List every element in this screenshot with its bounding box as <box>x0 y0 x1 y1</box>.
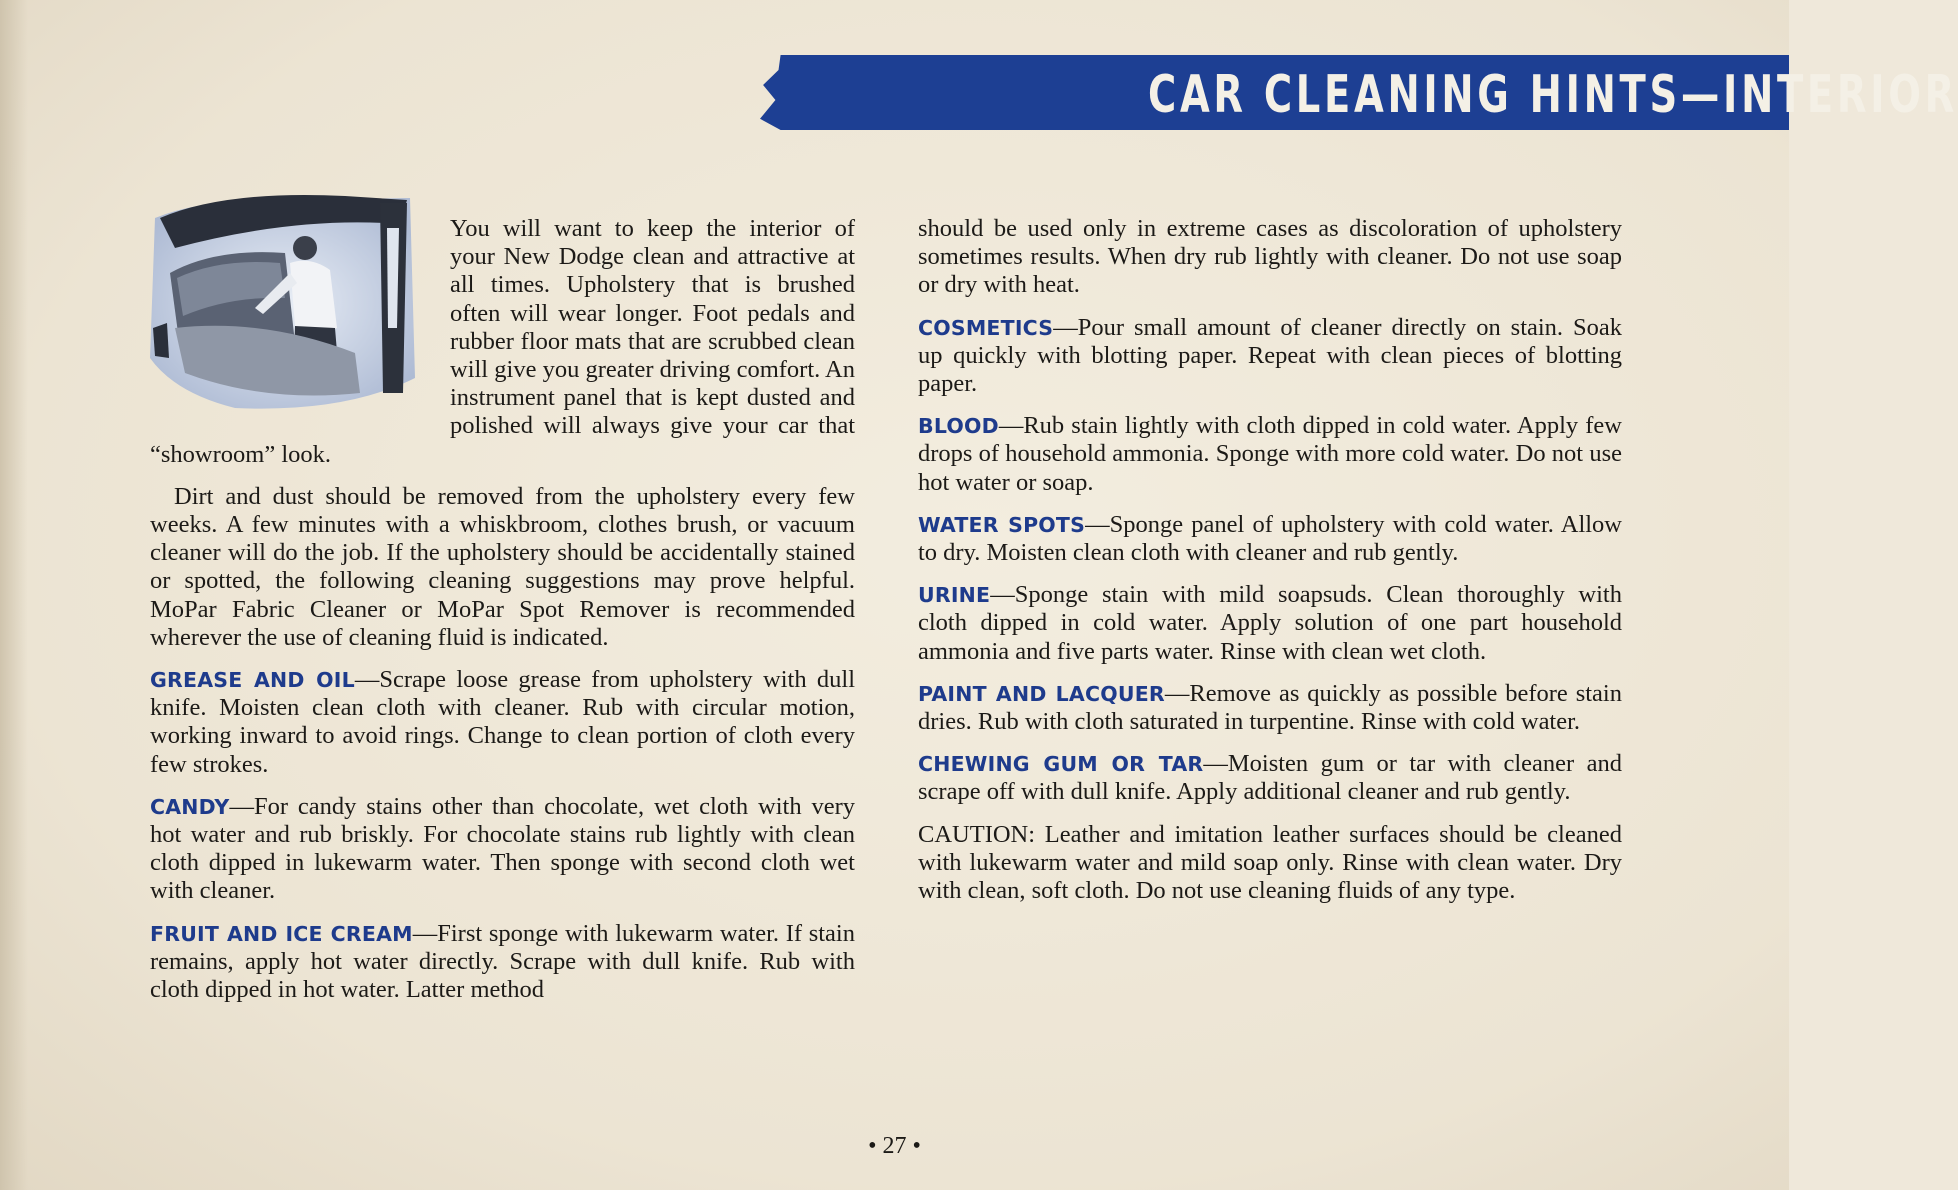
left-column <box>150 215 855 1018</box>
hint-heading: BLOOD <box>918 414 999 439</box>
hint-text: —Sponge panel of upholstery with cold water. Allow to dry. Moisten clean cloth with cleaner and rub gently. <box>918 510 1622 567</box>
hint-paint-and-lacquer <box>918 680 1622 736</box>
body-paragraph: Dirt and dust should be removed from the upholstery every few weeks. A few minutes with a whiskbroom, clothes brush, or vacuum cleaner will do the job. If the upholstery should be accidentally stained or spotted, the following cleaning suggestions may prove helpful. MoPar Fabric Cleaner or MoPar Spot Remover is recommended wherever the use of cleaning fluid is indicated. <box>150 482 855 651</box>
hint-text: —For candy stains other than chocolate, wet cloth with very hot water and rub briskly. For chocolate stains rub lightly with clean cloth dipped in lukewarm water. Then sponge with second cloth wet with cleaner. <box>150 792 855 905</box>
hint-text: —First sponge with lukewarm water. If stain remains, apply hot water directly. Scrape with dull knife. Rub with cloth dipped in hot water. Latter method <box>150 919 855 1004</box>
hint-text: —Scrape loose grease from upholstery with dull knife. Moisten clean cloth with cleaner. Rub with circular motion, working inward to avoid rings. Change to clean portion of cloth every few strokes. <box>150 666 856 778</box>
hint-text: —Moisten gum or tar with cleaner and scrape off with dull knife. Apply additional cleaner and rub gently. <box>918 750 1622 806</box>
hint-blood <box>918 412 1622 497</box>
hint-heading: URINE <box>918 583 991 608</box>
illustration-float-space <box>150 210 450 435</box>
hint-heading: GREASE AND OIL <box>150 668 355 693</box>
hint-heading: WATER SPOTS <box>918 512 1086 537</box>
page-spine-shadow <box>0 0 28 1190</box>
hint-urine <box>918 581 1622 666</box>
hint-fruit-and-ice-cream <box>150 920 855 1005</box>
hint-heading: CANDY <box>150 794 230 819</box>
hint-text: —Sponge stain with mild soapsuds. Clean thoroughly with cloth dipped in cold water. Apply solution of one part household ammonia and five parts water. Rinse with clean wet cloth. <box>918 581 1622 665</box>
page-title: CAR CLEANING HINTS—INTERIOR <box>1148 65 1958 125</box>
hint-cosmetics <box>918 314 1622 399</box>
hint-text: —Remove as quickly as possible before stain dries. Rub with cloth saturated in turpentine. Rinse with cold water. <box>918 679 1622 736</box>
hint-heading: COSMETICS <box>918 315 1054 340</box>
hint-water-spots <box>918 511 1622 567</box>
hint-text: —Rub stain lightly with cloth dipped in cold water. Apply few drops of household ammonia. Sponge with more cold water. Do not use hot water or soap. <box>918 412 1622 496</box>
page-number: • 27 • <box>868 1133 921 1159</box>
right-column <box>918 215 1622 919</box>
hint-grease-and-oil <box>150 666 855 779</box>
hint-candy <box>150 793 855 906</box>
intro-block <box>150 215 855 469</box>
intro-paragraph: You will want to keep the interior of your New Dodge clean and attractive at all times. Upholstery that is brushed often will wear longer. Foot pedals and rubber floor mats that are scrubbed clean will give you greater driving comfort. An instrument panel that is kept dusted and polished will always give your car that “showroom” look. <box>150 215 855 468</box>
hint-chewing-gum-or-tar <box>918 750 1622 806</box>
hint-heading: PAINT AND LACQUER <box>918 681 1165 706</box>
caution-paragraph: CAUTION: Leather and imitation leather surfaces should be cleaned with lukewarm water and mild soap only. Rinse with clean water. Dry with clean, soft cloth. Do not use cleaning fluids of any type. <box>918 820 1622 905</box>
hint-heading: CHEWING GUM OR TAR <box>918 752 1204 777</box>
continuation-paragraph: should be used only in extreme cases as discoloration of upholstery sometimes results. When dry rub lightly with cleaner. Do not use soap or dry with heat. <box>918 215 1622 299</box>
hint-text: —Pour small amount of cleaner directly on stain. Soak up quickly with blotting paper. Repeat with clean pieces of blotting paper. <box>918 313 1622 398</box>
hint-heading: FRUIT AND ICE CREAM <box>150 921 413 946</box>
